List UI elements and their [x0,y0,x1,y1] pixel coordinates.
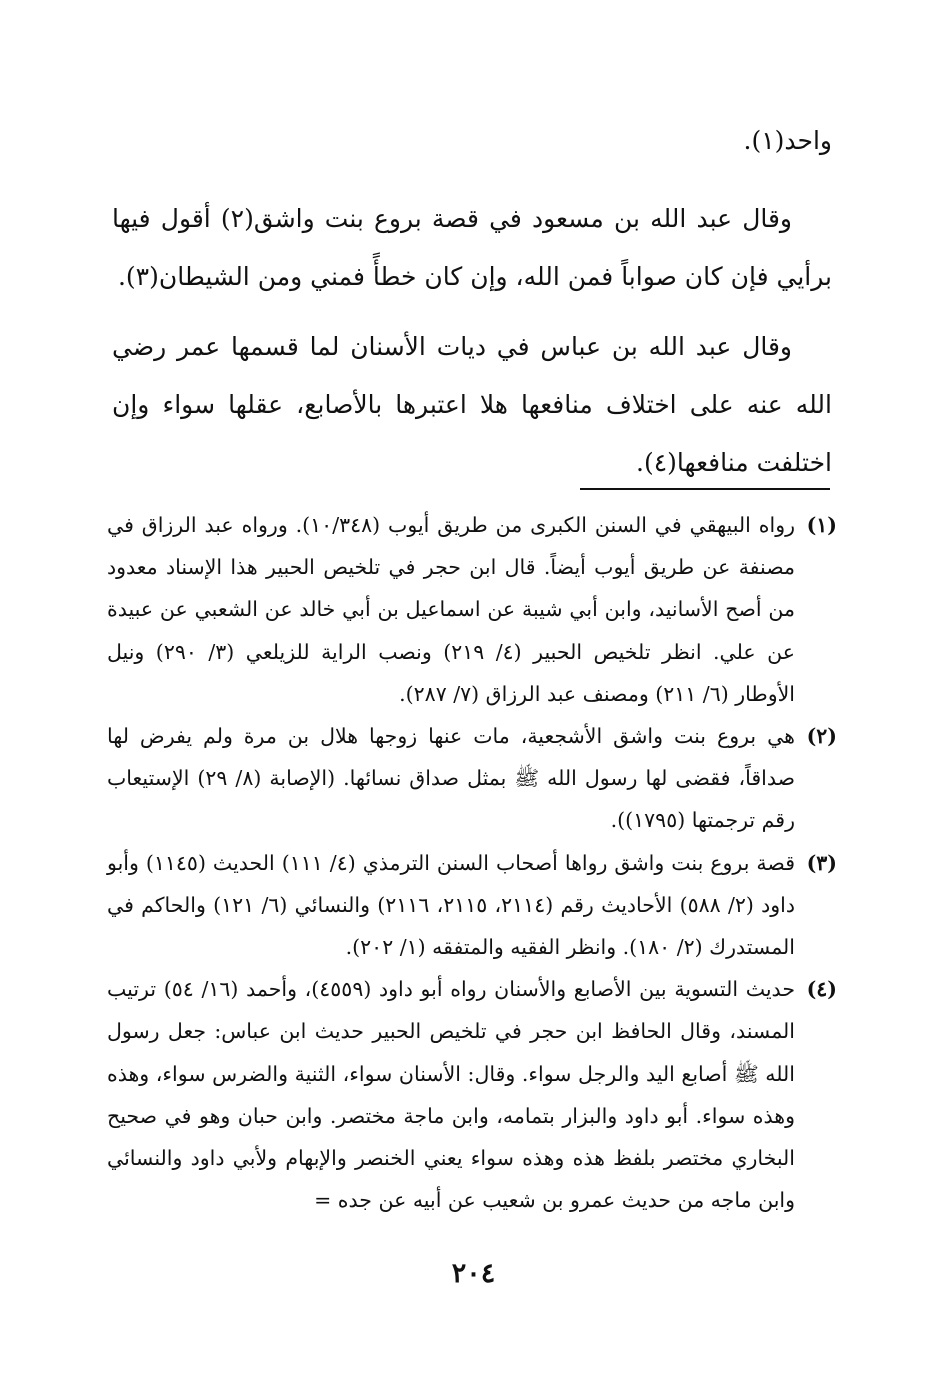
footnote-3 [107,842,837,969]
paragraph-2: وقال عبد الله بن مسعود في قصة بروع بنت واشق(٢) أقول فيها برأيي فإن كان صواباً فمن الله، وإن كان خطأً فمني ومن الشيطان(٣). [112,204,832,291]
footnote-text: حديث التسوية بين الأصابع والأسنان رواه أبو داود (٤٥٥٩)، وأحمد (١٦/ ٥٤) ترتيب المسند، وقال الحافظ ابن حجر في تلخيص الحبير حديث ابن عباس: جعل رسول الله ﷺ أصابع اليد والرجل سواء. وقال: الأسنان سواء، الثنية والضرس سواء، وهذه وهذه سواء. أبو داود والبزار بتمامه، وابن ماجة مختصر. وابن حبان وهو في صحيح البخاري مختصر بلفظ هذه وهذه سواء يعني الخنصر والإبهام ولأبي داود والنسائي وابن ماجه من حديث عمرو بن شعيب عن أبيه عن جده = [107,977,795,1213]
footnote-number: (١) [806,513,837,537]
footnote-text: هي بروع بنت واشق الأشجعية، مات عنها زوجها هلال بن مرة ولم يفرض لها صداقاً، فقضى لها رسول الله ﷺ بمثل صداق نسائها. (الإصابة (٨/ ٢٩) الإستيعاب رقم ترجمتها (١٧٩٥)). [107,724,795,833]
page-number: ٢٠٤ [451,1258,496,1289]
footnote-number: (٤) [806,977,837,1002]
footnote-number: (٣) [806,850,837,875]
footnote-number: (٢) [806,724,837,749]
footnotes-section [107,504,837,1221]
footnote-1 [107,504,837,715]
footnote-4 [107,968,837,1221]
footnote-text: قصة بروع بنت واشق رواها أصحاب السنن الترمذي (٤/ ١١١) الحديث (١١٤٥) وأبو داود (٢/ ٥٨٨) الأحاديث رقم (٢١١٤، ٢١١٥، ٢١١٦) والنسائي (٦/ ١٢١) والحاكم في المستدرك (٢/ ١٨٠). وانظر الفقيه والمتفقه (١/ ٢٠٢). [107,850,795,960]
paragraph-1: واحد(١). [743,126,832,155]
paragraph-3: وقال عبد الله بن عباس في ديات الأسنان لما قسمها عمر رضي الله عنه على اختلاف منافعها هلا اعتبرها بالأصابع، عقلها سواء وإن اختلفت منافعها(٤). [112,332,832,477]
footnote-2 [107,715,837,842]
footnote-separator-rule [580,488,830,490]
footnote-text: رواه البيهقي في السنن الكبرى من طريق أيوب (١٠/٣٤٨). ورواه عبد الرزاق في مصنفة عن طريق أيوب أيضاً. قال ابن حجر في تلخيص الحبير هذا الإسناد معدود من أصح الأسانيد، وابن أبي شيبة عن اسماعيل بن أبي خالد عن الشعبي عن عبيدة عن علي. انظر تلخيص الحبير (٤/ ٢١٩) ونصب الراية للزيلعي (٣/ ٢٩٠) ونيل الأوطار (٦/ ٢١١) ومصنف عبد الرزاق (٧/ ٢٨٧). [107,513,795,706]
